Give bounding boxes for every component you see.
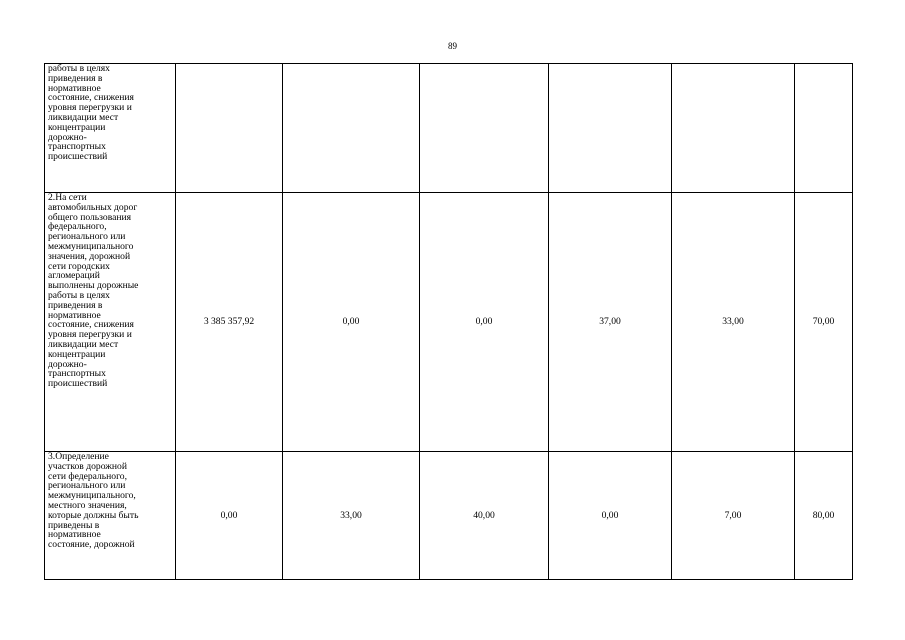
table-cell: 33,00 (283, 452, 420, 580)
row-label: 2.На сети автомобильных дорог общего пользования федерального, регионального или межмуниципального значения, дорожной сети городских агломераций выполнены дорожные работы в целях приведения в нормативное состояние, снижения уровня перегрузки и ликвидации мест концентрации дорожно- транспортных происшествий (45, 193, 176, 452)
table-cell: 0,00 (549, 452, 672, 580)
table-cell (176, 64, 283, 193)
table-cell: 3 385 357,92 (176, 193, 283, 452)
table-cell: 7,00 (672, 452, 795, 580)
row-label: 3.Определение участков дорожной сети федерального, регионального или межмуниципального, местного значения, которые должны быть приведены в нормативное состояние, дорожной (45, 452, 176, 580)
table-cell: 0,00 (283, 193, 420, 452)
row-label: работы в целях приведения в нормативное состояние, снижения уровня перегрузки и ликвидации мест концентрации дорожно- транспортных происшествий (45, 64, 176, 193)
table-cell: 70,00 (795, 193, 853, 452)
table-row (45, 193, 853, 452)
table-cell (672, 64, 795, 193)
table-cell: 33,00 (672, 193, 795, 452)
table-row (45, 64, 853, 193)
page-number: 89 (448, 41, 457, 51)
table-row (45, 452, 853, 580)
table-cell: 40,00 (420, 452, 549, 580)
table-cell: 37,00 (549, 193, 672, 452)
table-cell: 80,00 (795, 452, 853, 580)
table-cell (795, 64, 853, 193)
table-cell (420, 64, 549, 193)
table-cell: 0,00 (176, 452, 283, 580)
data-table (44, 63, 853, 580)
table-cell (549, 64, 672, 193)
table-cell: 0,00 (420, 193, 549, 452)
table-cell (283, 64, 420, 193)
